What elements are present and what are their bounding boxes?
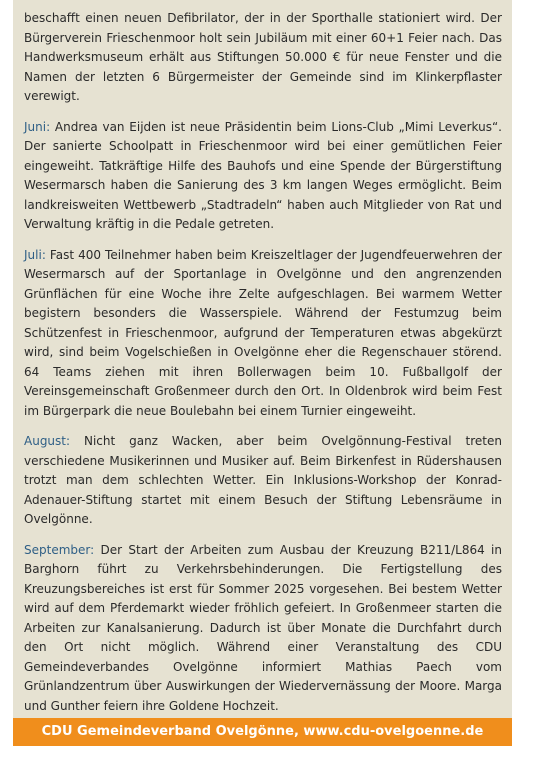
footer-text: CDU Gemeindeverband Ovelgönne, www.cdu-ovelgoenne.de <box>41 724 484 739</box>
article-body <box>24 9 502 727</box>
paragraph-intro-text: beschafft einen neuen Defibrilator, der in der Sporthalle stationiert wird. Der Bürgerverein Frieschenmoor holt sein Jubiläum mit einer 60+1 Feier nach. Das Handwerksmuseum erhält aus Stiftungen 50.000 € für neue Fenster und die Namen der letzten 6 Bürgermeister der Gemeinde sind im Klinkerpflaster verewigt. <box>24 11 502 103</box>
newsletter-page <box>13 0 512 718</box>
paragraph-juni-text: Andrea van Eijden ist neue Präsidentin beim Lions-Club „Mimi Leverkus“. Der sanierte Schoolpatt in Frieschenmoor wird bei einer gemütlichen Feier eingeweiht. Tatkräftige Hilfe des Bauhofs und eine Spende der Bürgerstiftung Wesermarsch haben die Sanierung des 3 km langen Weges ermöglicht. Beim landkreisweiten Wettbewerb „Stadtradeln“ haben auch Mitglieder von Rat und Verwaltung kräftig in die Pedale getreten. <box>24 119 502 231</box>
paragraph-intro <box>24 9 502 107</box>
month-label-juni: Juni: <box>24 119 51 134</box>
month-label-juli: Juli: <box>24 247 46 262</box>
paragraph-september-text: Der Start der Arbeiten zum Ausbau der Kreuzung B211/L864 in Barghorn führt zu Verkehrsbehinderungen. Die Fertigstellung des Kreuzungsbereiches ist erst für Sommer 2025 vorgesehen. Bei bestem Wetter wird auf dem Pferdemarkt wieder fröhlich gefeiert. In Großenmeer starten die Arbeiten zur Kanalsanierung. Dadurch ist über Monate die Durchfahrt durch den Ort nicht möglich. Während einer Veranstaltung des CDU Gemeindeverbandes Ovelgönne informiert Mathias Paech vom Grünlandzentrum über Auswirkungen der Wiedervernässung der Moore. Marga und Gunther feiern ihre Goldene Hochzeit. <box>24 542 502 713</box>
month-label-august: August: <box>24 434 71 448</box>
month-label-september: September: <box>24 542 95 557</box>
paragraph-september <box>24 541 502 717</box>
paragraph-august <box>24 432 502 530</box>
paragraph-juli-text: Fast 400 Teilnehmer haben beim Kreiszeltlager der Jugendfeuerwehren der Wesermarsch auf der Sportanlage in Ovelgönne und den angrenzenden Grünflächen für eine Woche ihre Zelte aufgeschlagen. Bei warmem Wetter begistern besonders die Wasserspiele. Während der Festumzug beim Schützenfest in Frieschenmoor, aufgrund der Temperaturen etwas abgekürzt wird, sind beim Vogelschießen in Ovelgönne eher die Regenschauer störend. 64 Teams ziehen mit ihren Bollerwagen beim 10. Fußballgolf der Vereinsgemeinschaft Großenmeer durch den Ort. In Oldenbrok wird beim Fest im Bürgerpark die neue Boulebahn bei einem Turnier eingeweiht. <box>24 247 502 418</box>
paragraph-juli <box>24 246 502 422</box>
paragraph-juni <box>24 118 502 235</box>
footer-bar <box>13 718 512 746</box>
paragraph-august-text: Nicht ganz Wacken, aber beim Ovelgönnung-Festival treten verschiedene Musikerinnen und Musiker auf. Beim Birkenfest in Rüdershausen trotzt man dem schlechten Wetter. Ein Inklusions-Workshop der Konrad-Adenauer-Stiftung startet mit einem Besuch der Stiftung Lebensräume in Ovelgönne. <box>24 434 502 526</box>
